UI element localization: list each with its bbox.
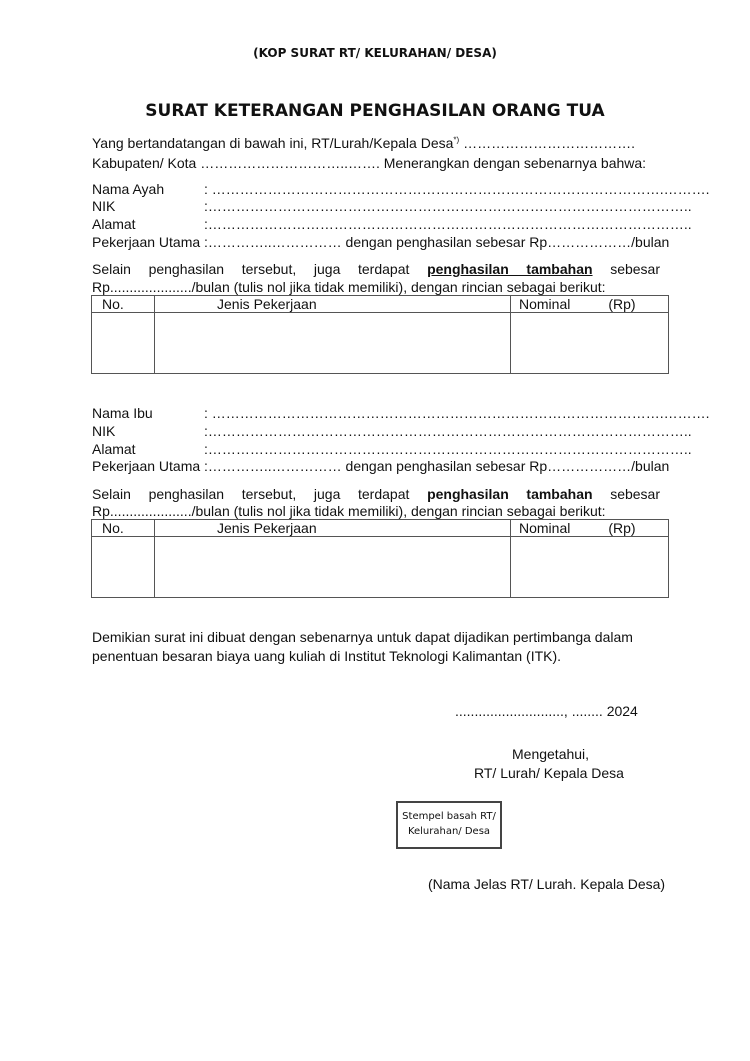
cell-jenis[interactable] (155, 537, 511, 598)
ayah-extra-income-line-2: Rp...................../bulan (tulis nol jika tidak memiliki), dengan rincian sebagai berikut: (92, 279, 606, 295)
ibu-nama-label: Nama Ibu (92, 405, 153, 421)
ayah-alamat-field[interactable]: :………………………………………………………………………………………….. (204, 216, 692, 232)
ibu-extra-income-line-1 (92, 486, 660, 502)
nominal-label: Nominal (519, 520, 571, 536)
ayah-income-table (91, 295, 669, 374)
col-jenis-header: Jenis Pekerjaan (155, 520, 511, 537)
col-jenis-header: Jenis Pekerjaan (155, 296, 511, 313)
extra-text-end: sebesar (610, 486, 661, 502)
cell-nominal[interactable] (511, 537, 669, 598)
ibu-alamat-field[interactable]: :………………………………………………………………………………………….. (204, 441, 692, 457)
intro-dots: ………………………………. (459, 135, 635, 151)
col-no-header: No. (92, 520, 155, 537)
extra-bold: penghasilan tambahan (427, 261, 593, 277)
ibu-income-table (91, 519, 669, 598)
letterhead-placeholder: (KOP SURAT RT/ KELURAHAN/ DESA) (253, 46, 497, 60)
ibu-nik-label: NIK (92, 423, 116, 439)
rp-label: (Rp) (608, 520, 636, 536)
ayah-nik-label: NIK (92, 198, 116, 214)
ayah-pekerjaan-field[interactable]: :…………..…………… dengan penghasilan sebesar Rp………………/bulan (204, 234, 670, 250)
extra-text-end: sebesar (610, 261, 661, 277)
intro-line-2: Kabupaten/ Kota …………………………..……. Menerangkan dengan sebenarnya bahwa: (92, 155, 647, 171)
ayah-nama-label: Nama Ayah (92, 181, 165, 197)
closing-line-2: penentuan besaran biaya uang kuliah di Institut Teknologi Kalimantan (ITK). (92, 648, 562, 664)
extra-text: Selain penghasilan tersebut, juga terdapat (92, 486, 410, 502)
rp-label: (Rp) (608, 296, 636, 312)
signature-date[interactable]: ............................, ........ 2024 (455, 703, 638, 719)
nominal-label: Nominal (519, 296, 571, 312)
col-nominal-header (511, 520, 669, 537)
col-no-header: No. (92, 296, 155, 313)
ibu-nama-field[interactable]: : …………………………………………………………………………………….………. (204, 405, 710, 421)
cell-no[interactable] (92, 313, 155, 374)
signer-name[interactable]: (Nama Jelas RT/ Lurah. Kepala Desa) (428, 876, 666, 892)
cell-nominal[interactable] (511, 313, 669, 374)
mengetahui-label: Mengetahui, (512, 746, 590, 762)
stamp-box (396, 801, 502, 849)
stamp-text-1: Stempel basah RT/ (402, 811, 496, 822)
cell-jenis[interactable] (155, 313, 511, 374)
ibu-nik-field[interactable]: :………………………………………………………………………………………….. (204, 423, 692, 439)
ayah-extra-income-line-1 (92, 261, 660, 277)
extra-text: Selain penghasilan tersebut, juga terdapat (92, 261, 410, 277)
ayah-pekerjaan-label: Pekerjaan Utama (92, 234, 201, 250)
footnote-marker: *) (453, 135, 460, 145)
ibu-extra-income-line-2: Rp...................../bulan (tulis nol jika tidak memiliki), dengan rincian sebagai berikut: (92, 503, 606, 519)
document-title: SURAT KETERANGAN PENGHASILAN ORANG TUA (145, 101, 605, 121)
extra-bold: penghasilan tambahan (427, 486, 593, 502)
ibu-alamat-label: Alamat (92, 441, 136, 457)
ibu-pekerjaan-label: Pekerjaan Utama (92, 458, 201, 474)
closing-line-1: Demikian surat ini dibuat dengan sebenarnya untuk dapat dijadikan pertimbanga dalam (92, 629, 633, 645)
ayah-alamat-label: Alamat (92, 216, 136, 232)
ayah-nik-field[interactable]: :………………………………………………………………………………………….. (204, 198, 692, 214)
intro-line-1 (92, 135, 635, 151)
signer-role: RT/ Lurah/ Kepala Desa (474, 765, 624, 781)
ibu-pekerjaan-field[interactable]: :…………..…………… dengan penghasilan sebesar Rp………………/bulan (204, 458, 670, 474)
intro-text: Yang bertandatangan di bawah ini, RT/Lurah/Kepala Desa (92, 135, 454, 151)
stamp-text-2: Kelurahan/ Desa (407, 826, 491, 837)
cell-no[interactable] (92, 537, 155, 598)
col-nominal-header (511, 296, 669, 313)
ayah-nama-field[interactable]: : …………………………………………………………………………………….………. (204, 181, 710, 197)
